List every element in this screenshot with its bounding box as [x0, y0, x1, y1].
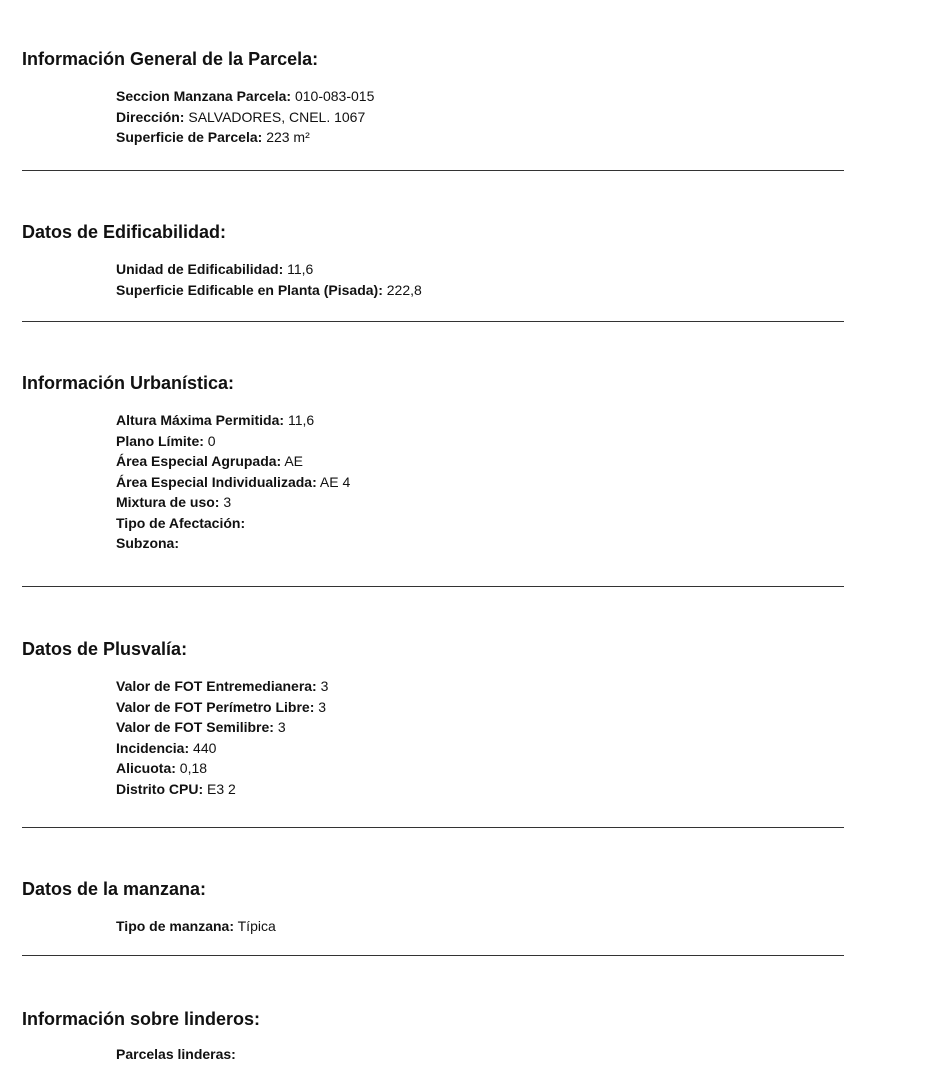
field-label: Seccion Manzana Parcela:: [116, 88, 292, 104]
field-value: 440: [193, 739, 217, 756]
field-area-especial-agrupada: [116, 451, 350, 472]
field-value: 3: [318, 698, 327, 715]
field-value: 3: [277, 719, 286, 735]
field-label: Valor de FOT Semilibre:: [116, 719, 274, 735]
field-unidad-edificabilidad: [116, 259, 422, 280]
field-fot-perimetro-libre: [116, 697, 328, 718]
section-linderos: [22, 1008, 844, 1062]
field-list: [116, 1044, 236, 1065]
field-label: Alicuota:: [116, 760, 176, 776]
section-plusvalia: [22, 638, 844, 797]
field-value: E3 2: [207, 780, 236, 797]
field-label: Unidad de Edificabilidad:: [116, 261, 284, 277]
field-alicuota: [116, 758, 328, 779]
field-tipo-afectacion: [116, 513, 350, 534]
field-label: Tipo de manzana:: [116, 918, 234, 934]
section-edificabilidad: [22, 221, 844, 298]
field-fot-entremedianera: [116, 676, 328, 697]
section-title: Datos de Plusvalía:: [22, 639, 188, 659]
field-value: 3: [223, 494, 232, 510]
field-label: Valor de FOT Perímetro Libre:: [116, 698, 315, 715]
field-list: [116, 676, 328, 799]
field-label: Plano Límite:: [116, 432, 204, 449]
field-label: Distrito CPU:: [116, 780, 204, 797]
field-list: [116, 259, 422, 300]
field-list: [116, 410, 350, 554]
field-plano-limite: [116, 431, 350, 452]
field-label: Altura Máxima Permitida:: [116, 412, 285, 428]
field-label: Superficie de Parcela:: [116, 129, 263, 145]
field-label: Parcelas linderas:: [116, 1046, 236, 1062]
field-seccion-manzana-parcela: [116, 86, 374, 107]
section-title: Información sobre linderos:: [22, 1009, 261, 1029]
field-superficie-edificable: [116, 280, 422, 301]
field-incidencia: [116, 738, 328, 759]
section-divider: [22, 170, 844, 171]
field-value: 3: [320, 678, 329, 694]
field-list: [116, 86, 374, 148]
field-distrito-cpu: [116, 779, 328, 800]
field-value: AE: [284, 453, 304, 469]
field-list: [116, 916, 276, 937]
section-general-info: [22, 48, 844, 145]
field-label: Subzona:: [116, 535, 179, 551]
field-value: 010-083-015: [294, 88, 375, 104]
field-value: 11,6: [287, 261, 314, 277]
field-parcelas-linderas: [116, 1044, 236, 1065]
field-label: Tipo de Afectación:: [116, 514, 246, 531]
section-manzana: [22, 878, 844, 934]
section-title: Datos de Edificabilidad:: [22, 222, 227, 242]
field-label: Dirección:: [116, 108, 185, 125]
field-mixtura-uso: [116, 492, 350, 513]
section-title: Información General de la Parcela:: [22, 49, 319, 69]
field-value: 222,8: [386, 281, 422, 298]
field-label: Mixtura de uso:: [116, 494, 220, 510]
field-label: Área Especial Agrupada:: [116, 453, 282, 469]
field-value: 0: [207, 432, 216, 449]
field-value: Típica: [237, 918, 276, 934]
field-value: 11,6: [287, 412, 315, 428]
field-value: AE 4: [319, 473, 351, 490]
section-divider: [22, 321, 844, 322]
section-divider: [22, 955, 844, 956]
field-label: Superficie Edificable en Planta (Pisada):: [116, 281, 383, 298]
section-divider: [22, 827, 844, 828]
section-title: Información Urbanística:: [22, 373, 235, 393]
field-label: Valor de FOT Entremedianera:: [116, 678, 317, 694]
field-direccion: [116, 107, 374, 128]
field-subzona: [116, 533, 350, 554]
field-tipo-manzana: [116, 916, 276, 937]
section-divider: [22, 586, 844, 587]
section-urbanistica: [22, 372, 844, 551]
field-label: Área Especial Individualizada:: [116, 473, 317, 490]
field-label: Incidencia:: [116, 739, 190, 756]
field-value: 223 m²: [266, 129, 310, 145]
field-area-especial-individualizada: [116, 472, 350, 493]
field-fot-semilibre: [116, 717, 328, 738]
field-altura-maxima: [116, 410, 350, 431]
section-title: Datos de la manzana:: [22, 879, 207, 899]
field-value: SALVADORES, CNEL. 1067: [188, 108, 366, 125]
field-superficie-parcela: [116, 127, 374, 148]
field-value: 0,18: [179, 760, 208, 776]
